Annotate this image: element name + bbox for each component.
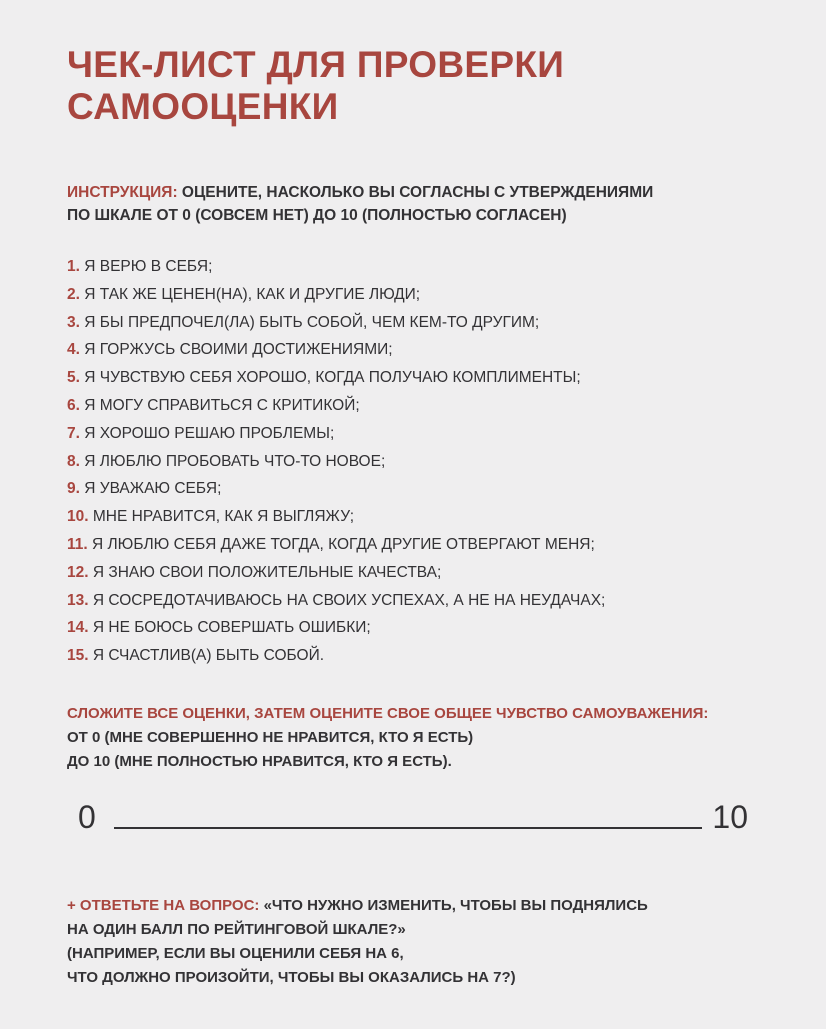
scale-max-label: 10 — [712, 799, 748, 835]
list-item — [67, 531, 605, 559]
question-block — [67, 894, 648, 990]
question-label: + ОТВЕТЬТЕ НА ВОПРОС: — [67, 897, 260, 914]
statement-list — [67, 253, 605, 670]
item-text: Я ЧУВСТВУЮ СЕБЯ ХОРОШО, КОГДА ПОЛУЧАЮ КОМПЛИМЕНТЫ; — [79, 369, 581, 387]
item-text: Я СОСРЕДОТАЧИВАЮСЬ НА СВОИХ УСПЕХАХ, А НЕ НА НЕУДАЧАХ; — [88, 591, 606, 609]
item-number: 8. — [67, 452, 80, 470]
list-item — [67, 364, 605, 392]
item-text: Я ГОРЖУСЬ СВОИМИ ДОСТИЖЕНИЯМИ; — [79, 341, 393, 359]
page-title — [67, 44, 564, 128]
question-text-4: ЧТО ДОЛЖНО ПРОИЗОЙТИ, ЧТОБЫ ВЫ ОКАЗАЛИСЬ НА 7?) — [67, 969, 516, 986]
instruction-text-1: ОЦЕНИТЕ, НАСКОЛЬКО ВЫ СОГЛАСНЫ С УТВЕРЖДЕНИЯМИ — [177, 184, 654, 201]
list-item — [67, 642, 605, 670]
item-number: 4. — [67, 341, 80, 359]
list-item — [67, 475, 605, 503]
item-number: 9. — [67, 480, 80, 498]
list-item — [67, 392, 605, 420]
item-text: Я БЫ ПРЕДПОЧЕЛ(ЛА) БЫТЬ СОБОЙ, ЧЕМ КЕМ-ТО ДРУГИМ; — [79, 313, 540, 331]
list-item — [67, 420, 605, 448]
item-number: 6. — [67, 396, 80, 414]
item-number: 14. — [67, 619, 89, 637]
item-number: 11. — [67, 535, 88, 553]
item-text: Я СЧАСТЛИВ(А) БЫТЬ СОБОЙ. — [88, 647, 325, 665]
list-item — [67, 309, 605, 337]
list-item — [67, 448, 605, 476]
list-item — [67, 559, 605, 587]
item-text: Я НЕ БОЮСЬ СОВЕРШАТЬ ОШИБКИ; — [88, 619, 371, 637]
item-text: Я ЗНАЮ СВОИ ПОЛОЖИТЕЛЬНЫЕ КАЧЕСТВА; — [88, 563, 442, 581]
item-text: Я ЛЮБЛЮ ПРОБОВАТЬ ЧТО-ТО НОВОЕ; — [79, 452, 386, 470]
item-number: 15. — [67, 647, 89, 665]
item-text: Я ТАК ЖЕ ЦЕНЕН(НА), КАК И ДРУГИЕ ЛЮДИ; — [79, 285, 421, 303]
item-text: Я УВАЖАЮ СЕБЯ; — [79, 480, 222, 498]
item-number: 2. — [67, 285, 80, 303]
item-text: Я ВЕРЮ В СЕБЯ; — [79, 258, 213, 275]
instruction-block — [67, 181, 653, 227]
title-line-1: ЧЕК-ЛИСТ ДЛЯ ПРОВЕРКИ — [67, 44, 565, 85]
question-text-2: НА ОДИН БАЛЛ ПО РЕЙТИНГОВОЙ ШКАЛЕ?» — [67, 921, 406, 938]
question-text-3: (НАПРИМЕР, ЕСЛИ ВЫ ОЦЕНИЛИ СЕБЯ НА 6, — [67, 945, 404, 962]
list-item — [67, 614, 605, 642]
item-text: МНЕ НРАВИТСЯ, КАК Я ВЫГЛЯЖУ; — [88, 508, 355, 526]
item-text: Я ХОРОШО РЕШАЮ ПРОБЛЕМЫ; — [79, 424, 335, 442]
item-number: 1. — [67, 258, 80, 275]
list-item — [67, 281, 605, 309]
instruction-text-2: ПО ШКАЛЕ ОТ 0 (СОВСЕМ НЕТ) ДО 10 (ПОЛНОСТЬЮ СОГЛАСЕН) — [67, 207, 567, 224]
item-number: 3. — [67, 313, 80, 331]
list-item — [67, 336, 605, 364]
instruction-label: ИНСТРУКЦИЯ: — [67, 184, 178, 201]
item-number: 13. — [67, 591, 89, 609]
list-item — [67, 587, 605, 615]
summary-line-1: ОТ 0 (МНЕ СОВЕРШЕННО НЕ НРАВИТСЯ, КТО Я ЕСТЬ) — [67, 729, 474, 746]
summary-heading: СЛОЖИТЕ ВСЕ ОЦЕНКИ, ЗАТЕМ ОЦЕНИТЕ СВОЕ ОБЩЕЕ ЧУВСТВО САМОУВАЖЕНИЯ: — [67, 705, 709, 722]
item-number: 10. — [67, 508, 89, 526]
item-number: 5. — [67, 369, 80, 387]
title-line-2: САМООЦЕНКИ — [67, 86, 339, 127]
item-number: 12. — [67, 563, 89, 581]
rating-scale — [78, 795, 758, 845]
item-text: Я ЛЮБЛЮ СЕБЯ ДАЖЕ ТОГДА, КОГДА ДРУГИЕ ОТВЕРГАЮТ МЕНЯ; — [87, 535, 595, 553]
item-number: 7. — [67, 424, 80, 442]
list-item — [67, 503, 605, 531]
item-text: Я МОГУ СПРАВИТЬСЯ С КРИТИКОЙ; — [79, 396, 360, 414]
scale-min-label: 0 — [78, 799, 96, 835]
summary-block — [67, 702, 708, 774]
list-item — [67, 253, 605, 281]
question-text-1: «ЧТО НУЖНО ИЗМЕНИТЬ, ЧТОБЫ ВЫ ПОДНЯЛИСЬ — [259, 897, 648, 914]
scale-answer-line — [114, 827, 702, 829]
summary-line-2: ДО 10 (МНЕ ПОЛНОСТЬЮ НРАВИТСЯ, КТО Я ЕСТЬ). — [67, 753, 452, 770]
